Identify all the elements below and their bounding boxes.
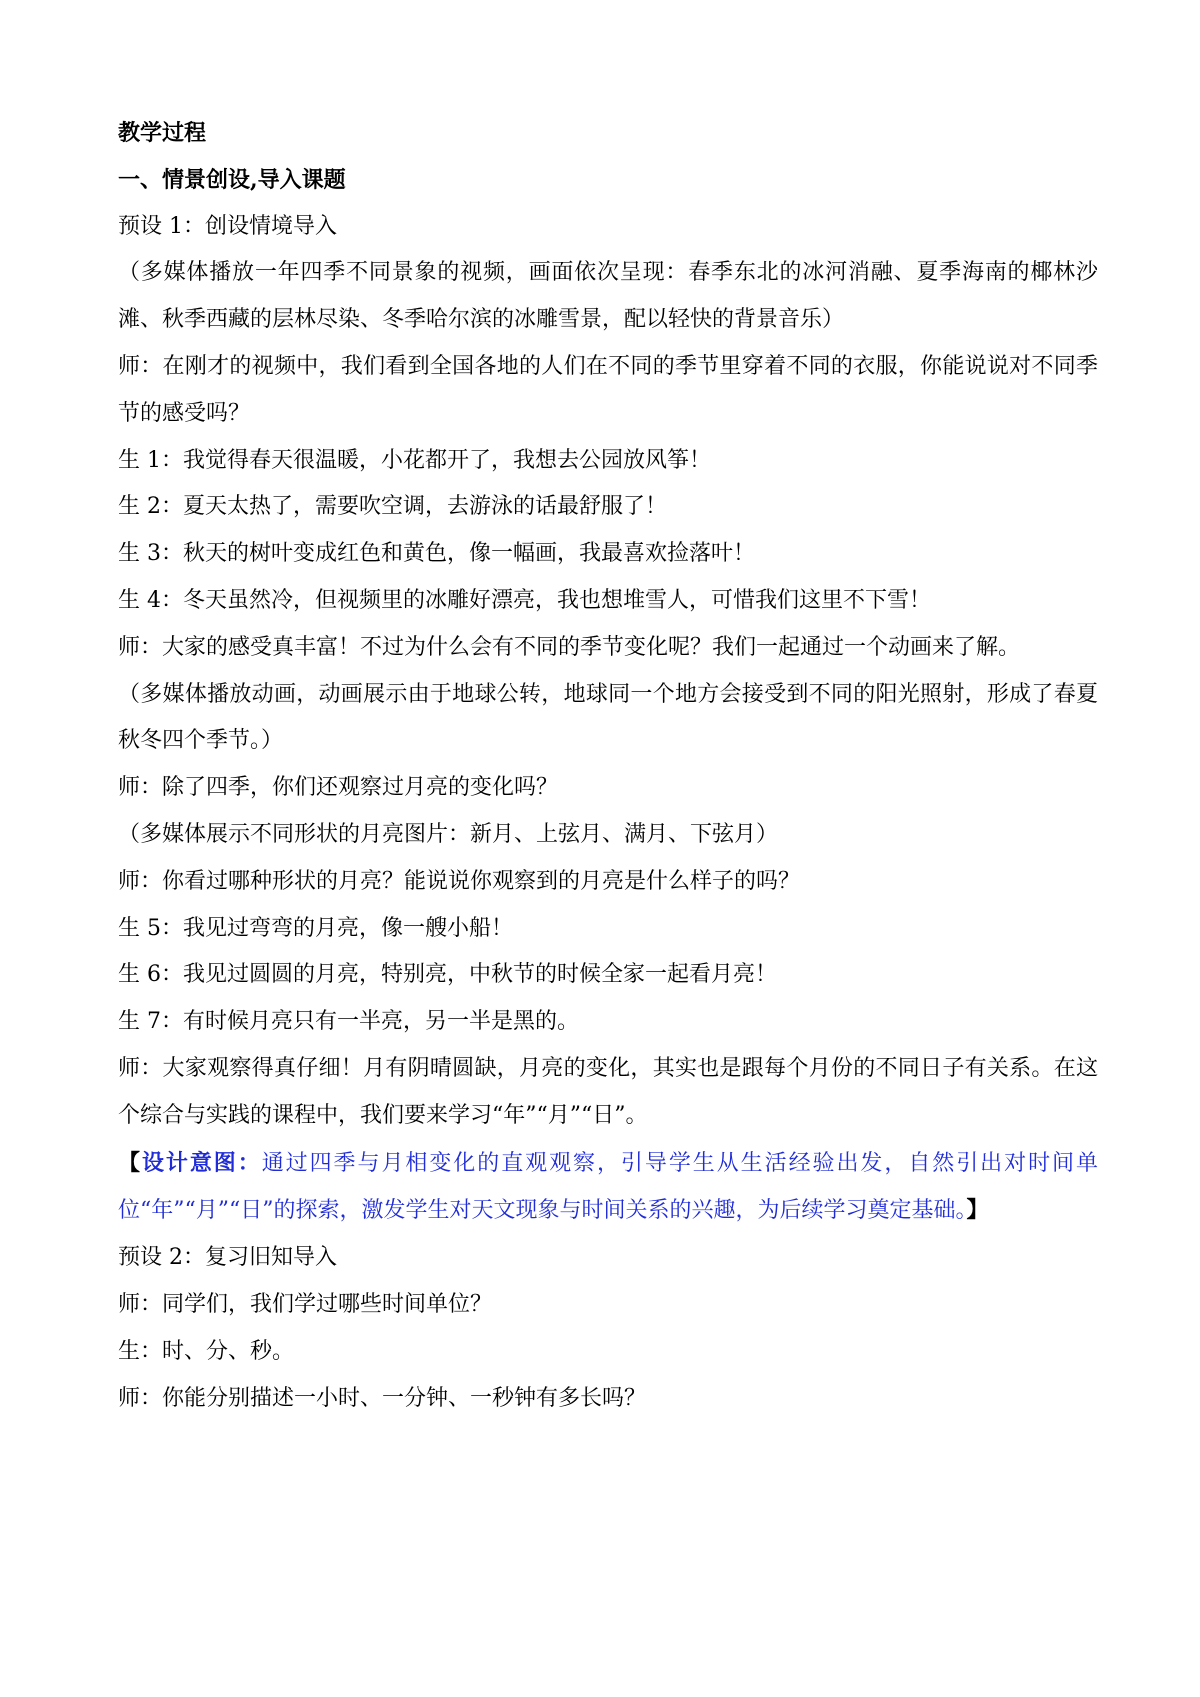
paragraph: （多媒体展示不同形状的月亮图片：新月、上弦月、满月、下弦月）: [118, 821, 779, 847]
design-intent-label: 设计意图：: [141, 1149, 262, 1176]
paragraph: 生 5：我见过弯弯的月亮，像一艘小船！: [118, 915, 513, 941]
design-intent-text: 通过四季与月相变化的直观观察，引导学生从生活经验出发，自然引出对时间单位“年”“月”“日”的探索，激发学生对天文现象与时间关系的兴趣，为后续学习奠定基础。: [118, 1150, 1098, 1224]
paragraph: 师：你看过哪种形状的月亮？能说说你观察到的月亮是什么样子的吗？: [118, 868, 801, 894]
paragraph: 师：在刚才的视频中，我们看到全国各地的人们在不同的季节里穿着不同的衣服，你能说说对不同季节的感受吗？: [118, 353, 1098, 426]
paragraph: 师：你能分别描述一小时、一分钟、一秒钟有多长吗？: [118, 1385, 647, 1411]
paragraph: （多媒体播放动画，动画展示由于地球公转，地球同一个地方会接受到不同的阳光照射，形成了春夏秋冬四个季节。）: [118, 681, 1098, 754]
preset-1-title: 预设 1：创设情境导入: [118, 213, 337, 239]
section-title-1: 一、情景创设,导入课题: [118, 166, 346, 193]
paragraph: 生 4：冬天虽然冷，但视频里的冰雕好漂亮，我也想堆雪人，可惜我们这里不下雪！: [118, 587, 931, 613]
design-intent-open-bracket: 【: [118, 1149, 142, 1176]
paragraph: 师：同学们，我们学过哪些时间单位？: [118, 1291, 493, 1317]
paragraph: 生 3：秋天的树叶变成红色和黄色，像一幅画，我最喜欢捡落叶！: [118, 541, 755, 567]
design-intent-close-bracket: 】: [966, 1197, 989, 1224]
paragraph: 生：时、分、秒。: [118, 1338, 295, 1364]
paragraph: 师：大家观察得真仔细！月有阴晴圆缺，月亮的变化，其实也是跟每个月份的不同日子有关系。在这个综合与实践的课程中，我们要来学习“年”“月”“日”。: [118, 1055, 1098, 1128]
document-page: [118, 110, 1098, 1422]
page-heading: 教学过程: [118, 120, 207, 146]
paragraph: 生 2：夏天太热了，需要吹空调，去游泳的话最舒服了！: [118, 494, 667, 520]
preset-2-title: 预设 2：复习旧知导入: [118, 1245, 337, 1271]
paragraph: （多媒体播放一年四季不同景象的视频，画面依次呈现：春季东北的冰河消融、夏季海南的椰林沙滩、秋季西藏的层林尽染、冬季哈尔滨的冰雕雪景，配以轻快的背景音乐）: [118, 260, 1098, 333]
paragraph: 生 1：我觉得春天很温暖，小花都开了，我想去公园放风筝！: [118, 447, 711, 473]
paragraph: 生 7：有时候月亮只有一半亮，另一半是黑的。: [118, 1009, 579, 1035]
design-intent-block: [118, 1140, 1098, 1236]
paragraph: 师：除了四季，你们还观察过月亮的变化吗？: [118, 775, 559, 801]
paragraph: 师：大家的感受真丰富！不过为什么会有不同的季节变化呢？我们一起通过一个动画来了解。: [118, 634, 1021, 660]
paragraph: 生 6：我见过圆圆的月亮，特别亮，中秋节的时候全家一起看月亮！: [118, 962, 777, 988]
